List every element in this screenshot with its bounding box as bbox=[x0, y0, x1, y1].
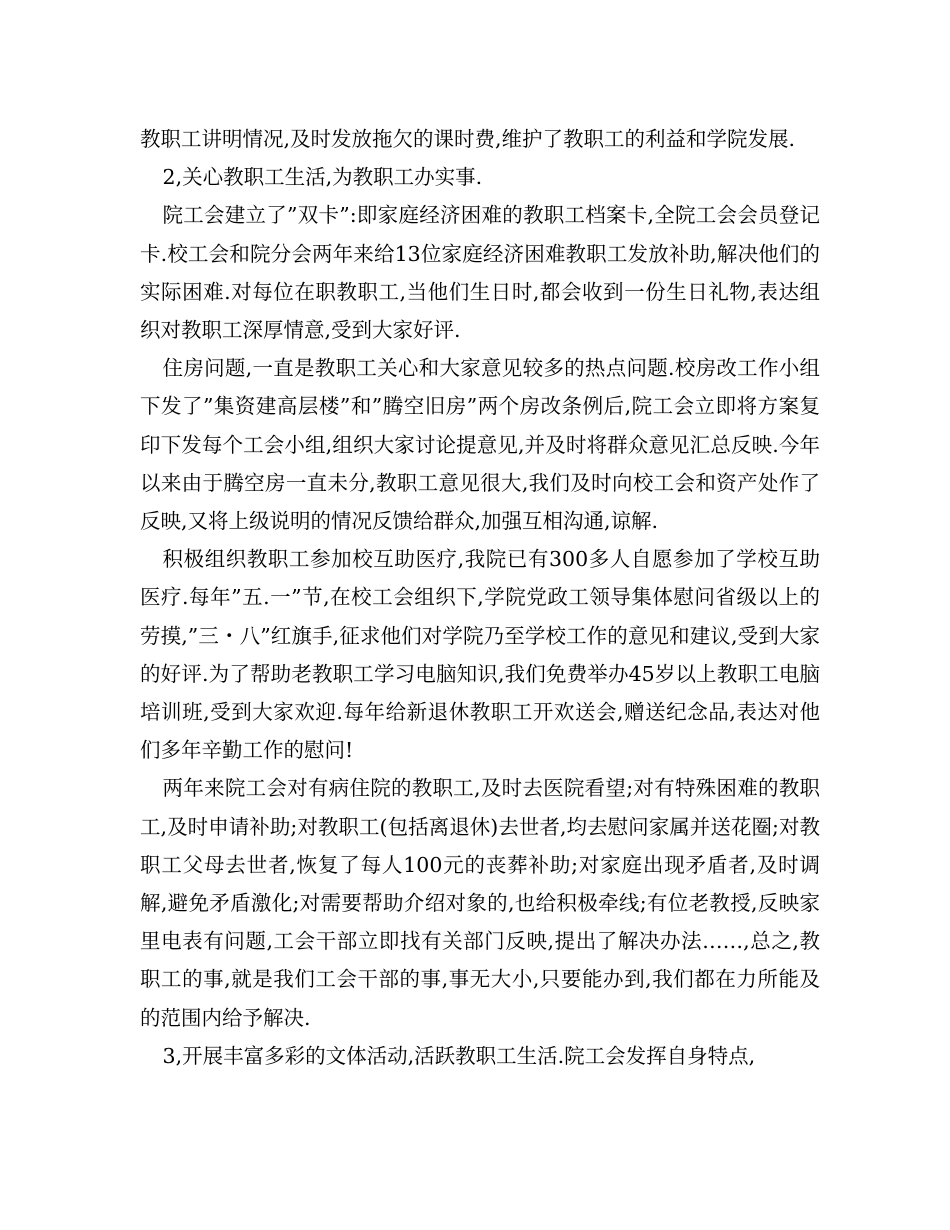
paragraph-care-visits: 两年来院工会对有病住院的教职工,及时去医院看望;对有特殊困难的教职工,及时申请补助;对教职工(包括离退休)去世者,均去慰问家属并送花圈;对教职工父母去世者,恢复了每人100元的丧葬补助;对家庭出现矛盾者,及时调解,避免矛盾激化;对需要帮助介绍对象的,也给积极牵线;有位老教授,反映家里电表有问题,工会干部立即找有关部门反映,提出了解决办法……,总之,教职工的事,就是我们工会干部的事,事无大小,只要能办到,我们都在力所能及的范围内给予解决. bbox=[140, 776, 820, 1030]
paragraph-housing: 住房问题,一直是教职工关心和大家意见较多的热点问题.校房改工作小组下发了”集资建高层楼”和”腾空旧房”两个房改条例后,院工会立即将方案复印下发每个工会小组,组织大家讨论提意见,并及时将群众意见汇总反映.今年以来由于腾空房一直未分,教职工意见很大,我们及时向校工会和资产处作了反映,又将上级说明的情况反馈给群众,加强互相沟通,谅解. bbox=[140, 356, 820, 534]
paragraph-section-2-heading: 2,关心教职工生活,为教职工办实事. bbox=[162, 165, 483, 190]
paragraph-continuation: 教职工讲明情况,及时发放拖欠的课时费,维护了教职工的利益和学院发展. bbox=[140, 127, 796, 151]
paragraph-medical-mutual-aid: 积极组织教职工参加校互助医疗,我院已有300多人自愿参加了学校互助医疗.每年”五.一”节,在校工会组织下,学院党政工领导集体慰问省级以上的劳摸,”三・八”红旗手,征求他们对学院乃至学校工作的意见和建议,受到大家的好评.为了帮助老教职工学习电脑知识,我们免费举办45岁以上教职工电脑培训班,受到大家欢迎.每年给新退休教职工开欢送会,赠送纪念品,表达对他们多年辛勤工作的慰问! bbox=[140, 547, 820, 763]
document-page bbox=[140, 120, 820, 1075]
paragraph-double-card: 院工会建立了”双卡”:即家庭经济困难的教职工档案卡,全院工会会员登记卡.校工会和院分会两年来给13位家庭经济困难教职工发放补助,解决他们的实际困难.对每位在职教职工,当他们生日时,都会收到一份生日礼物,表达组织对教职工深厚情意,受到大家好评. bbox=[140, 203, 820, 343]
paragraph-section-3-heading: 3,开展丰富多彩的文体活动,活跃教职工生活.院工会发挥自身特点, bbox=[162, 1043, 756, 1068]
